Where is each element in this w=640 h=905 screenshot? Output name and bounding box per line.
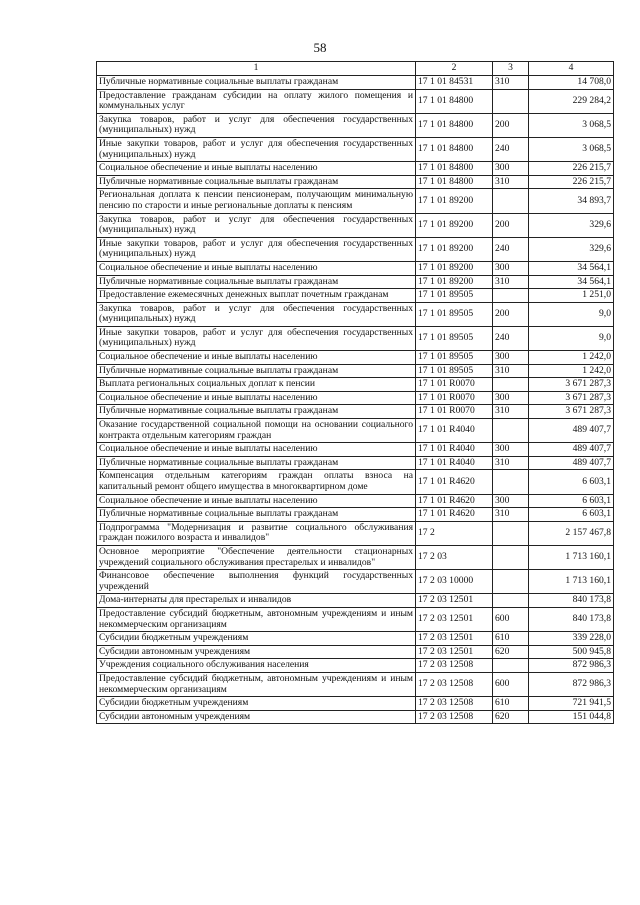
row-code: 17 1 01 89200 [416,275,493,289]
row-name: Публичные нормативные социальные выплаты гражданам [97,456,416,470]
row-type: 310 [493,175,529,189]
row-code: 17 1 01 84800 [416,175,493,189]
row-type: 600 [493,672,529,696]
row-amount: 489 407,7 [529,419,614,443]
column-header-2: 2 [416,62,493,76]
row-name: Основное мероприятие "Обеспечение деятельности стационарных учреждений социального обслуживания престарелых и инвалидов" [97,545,416,569]
row-amount: 872 986,3 [529,659,614,673]
row-name: Субсидии бюджетным учреждениям [97,697,416,711]
table-row [97,672,614,696]
row-code: 17 1 01 R0070 [416,391,493,405]
row-name: Региональная доплата к пенсии пенсионерам, получающим минимальную пенсию по старости и иные региональные доплаты к пенсиям [97,189,416,213]
row-code: 17 2 03 12508 [416,659,493,673]
row-amount: 3 671 287,3 [529,391,614,405]
row-code: 17 1 01 84800 [416,162,493,176]
table-row [97,645,614,659]
row-amount: 6 603,1 [529,494,614,508]
row-code: 17 2 03 12501 [416,632,493,646]
row-amount: 1 713 160,1 [529,545,614,569]
row-code: 17 1 01 89505 [416,289,493,303]
row-amount: 229 284,2 [529,89,614,113]
row-type: 240 [493,326,529,350]
row-type: 300 [493,391,529,405]
row-name: Социальное обеспечение и иные выплаты населению [97,494,416,508]
table-row [97,545,614,569]
row-code: 17 2 03 12501 [416,607,493,631]
row-type [493,419,529,443]
row-code: 17 2 03 12508 [416,697,493,711]
row-name: Социальное обеспечение и иные выплаты населению [97,162,416,176]
row-name: Публичные нормативные социальные выплаты гражданам [97,275,416,289]
row-type: 310 [493,456,529,470]
row-amount: 329,6 [529,213,614,237]
row-amount: 500 945,8 [529,645,614,659]
row-amount: 489 407,7 [529,456,614,470]
row-code: 17 1 01 R4040 [416,443,493,457]
table-row [97,237,614,261]
row-name: Социальное обеспечение и иные выплаты населению [97,443,416,457]
table-row [97,326,614,350]
row-type [493,659,529,673]
table-row [97,570,614,594]
row-amount: 226 215,7 [529,175,614,189]
row-amount: 34 564,1 [529,261,614,275]
row-amount: 872 986,3 [529,672,614,696]
table-row [97,189,614,213]
row-type: 600 [493,607,529,631]
row-name: Социальное обеспечение и иные выплаты населению [97,351,416,365]
row-type [493,470,529,494]
row-code: 17 2 03 12501 [416,594,493,608]
row-code: 17 2 03 12508 [416,672,493,696]
table-row [97,137,614,161]
column-header-4: 4 [529,62,614,76]
row-name: Предоставление субсидий бюджетным, автономным учреждениям и иным некоммерческим организациям [97,607,416,631]
row-code: 17 1 01 89200 [416,261,493,275]
table-row [97,405,614,419]
row-name: Иные закупки товаров, работ и услуг для обеспечения государственных (муниципальных) нужд [97,137,416,161]
page-number: 58 [313,40,327,55]
table-body [97,76,614,724]
table-row [97,594,614,608]
row-code: 17 1 01 89200 [416,189,493,213]
budget-table [96,61,614,724]
row-name: Предоставление ежемесячных денежных выплат почетным гражданам [97,289,416,303]
row-code: 17 2 03 10000 [416,570,493,594]
row-code: 17 1 01 84800 [416,89,493,113]
row-name: Закупка товаров, работ и услуг для обеспечения государственных (муниципальных) нужд [97,113,416,137]
table-row [97,378,614,392]
row-amount: 9,0 [529,302,614,326]
row-type: 310 [493,275,529,289]
table-row [97,275,614,289]
row-type: 310 [493,405,529,419]
row-type: 300 [493,494,529,508]
row-type [493,89,529,113]
row-type: 200 [493,213,529,237]
row-code: 17 2 03 [416,545,493,569]
row-code: 17 1 01 R0070 [416,378,493,392]
table-row [97,419,614,443]
row-type: 300 [493,261,529,275]
table-row [97,443,614,457]
row-code: 17 1 01 R4620 [416,470,493,494]
table-row [97,697,614,711]
row-amount: 3 068,5 [529,137,614,161]
column-header-1: 1 [97,62,416,76]
row-code: 17 1 01 R4040 [416,419,493,443]
row-name: Иные закупки товаров, работ и услуг для обеспечения государственных (муниципальных) нужд [97,326,416,350]
row-type [493,378,529,392]
row-amount: 151 044,8 [529,710,614,724]
row-amount: 14 708,0 [529,76,614,90]
row-code: 17 1 01 84800 [416,113,493,137]
row-name: Оказание государственной социальной помощи на основании социального контракта отдельным категориям граждан [97,419,416,443]
row-name: Закупка товаров, работ и услуг для обеспечения государственных (муниципальных) нужд [97,302,416,326]
row-amount: 2 157 467,8 [529,521,614,545]
row-name: Иные закупки товаров, работ и услуг для обеспечения государственных (муниципальных) нужд [97,237,416,261]
row-code: 17 1 01 89505 [416,326,493,350]
row-name: Социальное обеспечение и иные выплаты населению [97,391,416,405]
row-type: 300 [493,162,529,176]
row-type: 310 [493,76,529,90]
table-row [97,710,614,724]
row-name: Предоставление субсидий бюджетным, автономным учреждениям и иным некоммерческим организациям [97,672,416,696]
table-row [97,456,614,470]
row-name: Подпрограмма "Модернизация и развитие социального обслуживания граждан пожилого возраста и инвалидов" [97,521,416,545]
row-name: Предоставление гражданам субсидии на оплату жилого помещения и коммунальных услуг [97,89,416,113]
row-amount: 721 941,5 [529,697,614,711]
row-amount: 339 228,0 [529,632,614,646]
row-name: Публичные нормативные социальные выплаты гражданам [97,76,416,90]
row-code: 17 2 03 12501 [416,645,493,659]
row-type [493,545,529,569]
table-row [97,494,614,508]
row-amount: 840 173,8 [529,594,614,608]
row-code: 17 2 [416,521,493,545]
row-name: Выплата региональных социальных доплат к пенсии [97,378,416,392]
row-code: 17 1 01 84800 [416,137,493,161]
row-type: 610 [493,697,529,711]
row-type: 620 [493,710,529,724]
row-amount: 6 603,1 [529,470,614,494]
table-row [97,659,614,673]
row-type [493,189,529,213]
row-name: Публичные нормативные социальные выплаты гражданам [97,508,416,522]
row-type [493,570,529,594]
row-amount: 3 671 287,3 [529,405,614,419]
row-amount: 34 564,1 [529,275,614,289]
row-type [493,521,529,545]
row-amount: 6 603,1 [529,508,614,522]
row-amount: 9,0 [529,326,614,350]
row-name: Финансовое обеспечение выполнения функций государственных учреждений [97,570,416,594]
row-type: 300 [493,351,529,365]
table-row [97,89,614,113]
row-amount: 1 251,0 [529,289,614,303]
table-row [97,607,614,631]
row-code: 17 1 01 R4620 [416,508,493,522]
row-type: 200 [493,113,529,137]
table-row [97,351,614,365]
row-code: 17 1 01 84531 [416,76,493,90]
row-code: 17 2 03 12508 [416,710,493,724]
row-name: Компенсация отдельным категориям граждан оплаты взноса на капитальный ремонт общего имущества в многоквартирном доме [97,470,416,494]
row-code: 17 1 01 R4040 [416,456,493,470]
table-row [97,76,614,90]
table-header-row [97,62,614,76]
row-name: Публичные нормативные социальные выплаты гражданам [97,405,416,419]
row-name: Субсидии автономным учреждениям [97,645,416,659]
table-row [97,113,614,137]
row-code: 17 1 01 89200 [416,213,493,237]
row-code: 17 1 01 89200 [416,237,493,261]
row-amount: 3 068,5 [529,113,614,137]
table-row [97,175,614,189]
table-row [97,289,614,303]
row-code: 17 1 01 89505 [416,364,493,378]
row-name: Закупка товаров, работ и услуг для обеспечения государственных (муниципальных) нужд [97,213,416,237]
row-type [493,594,529,608]
row-name: Субсидии бюджетным учреждениям [97,632,416,646]
row-amount: 1 242,0 [529,351,614,365]
row-name: Дома-интернаты для престарелых и инвалидов [97,594,416,608]
row-name: Публичные нормативные социальные выплаты гражданам [97,364,416,378]
row-type: 240 [493,137,529,161]
row-name: Учреждения социального обслуживания населения [97,659,416,673]
table-row [97,213,614,237]
table-row [97,302,614,326]
table-row [97,261,614,275]
table-row [97,364,614,378]
row-name: Субсидии автономным учреждениям [97,710,416,724]
row-name: Социальное обеспечение и иные выплаты населению [97,261,416,275]
row-amount: 489 407,7 [529,443,614,457]
row-amount: 1 713 160,1 [529,570,614,594]
row-amount: 226 215,7 [529,162,614,176]
table-row [97,521,614,545]
row-code: 17 1 01 89505 [416,351,493,365]
row-amount: 34 893,7 [529,189,614,213]
row-type: 610 [493,632,529,646]
table-row [97,470,614,494]
row-type: 310 [493,364,529,378]
row-code: 17 1 01 R0070 [416,405,493,419]
row-code: 17 1 01 89505 [416,302,493,326]
row-type: 620 [493,645,529,659]
row-type: 240 [493,237,529,261]
row-name: Публичные нормативные социальные выплаты гражданам [97,175,416,189]
column-header-3: 3 [493,62,529,76]
table-row [97,508,614,522]
table-row [97,632,614,646]
table-row [97,391,614,405]
row-type: 200 [493,302,529,326]
row-amount: 3 671 287,3 [529,378,614,392]
row-code: 17 1 01 R4620 [416,494,493,508]
row-type [493,289,529,303]
row-amount: 840 173,8 [529,607,614,631]
row-amount: 329,6 [529,237,614,261]
row-type: 310 [493,508,529,522]
table-row [97,162,614,176]
row-amount: 1 242,0 [529,364,614,378]
row-type: 300 [493,443,529,457]
